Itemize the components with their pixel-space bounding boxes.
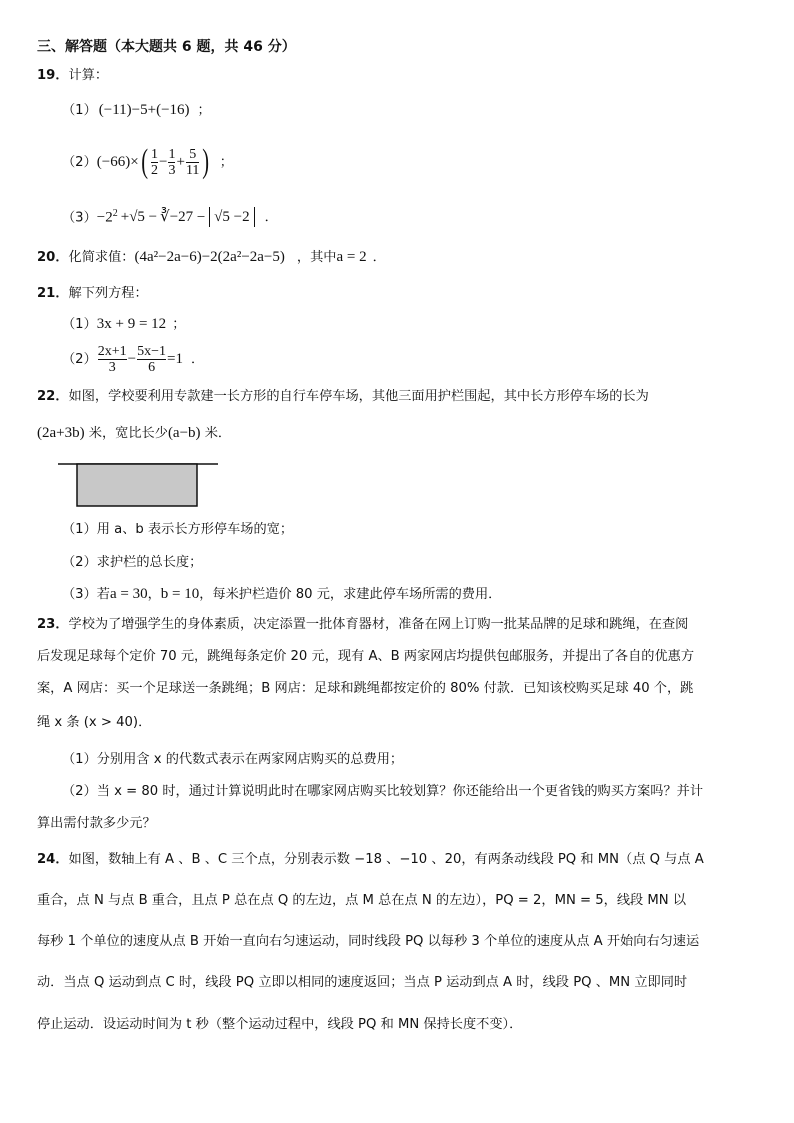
q21-part-1: （1）3x + 9 = 12 ；: [62, 316, 186, 332]
math-expression: (−11)−5+(−16): [98, 102, 190, 118]
question-number: 20．: [37, 250, 69, 265]
fraction: $\frac{5x-1}{6}$: [137, 343, 167, 375]
math-expression: (−66)×: [96, 154, 139, 170]
section-title: 三、解答题（本大题共 6 题，共 46 分）: [37, 39, 296, 55]
q19-part-1: （1） (−11)−5+(−16) ；: [62, 102, 211, 118]
q22-part-1: （1）用 a、b 表示长方形停车场的宽；: [62, 522, 294, 537]
question-number: 19．: [37, 68, 69, 83]
question-24-line-1: 24．如图，数轴上有 A 、B 、C 三个点，分别表示数 −18 、−10 、20，有两条动线段 PQ 和 MN（点 Q 与点 A: [37, 852, 704, 867]
question-20: 20．化简求值：(4a²−2a−6)−2(2a²−2a−5) ，其中a = 2 ．: [37, 249, 386, 265]
question-23-line-2: 后发现足球每个定价 70 元，跳绳每条定价 20 元，现有 A、B 两家网店均提供包邮服务，并提出了各自的优惠方: [37, 649, 695, 664]
question-number: 23．: [37, 617, 69, 632]
question-19-title: 19．计算：: [37, 68, 109, 83]
question-24-line-3: 每秒 1 个单位的速度从点 B 开始一直向右匀速运动，同时线段 PQ 以每秒 3 个单位的速度从点 A 开始向右匀速运: [37, 934, 700, 949]
question-number: 24．: [37, 852, 69, 867]
q22-part-2: （2）求护栏的总长度；: [62, 555, 203, 570]
question-23-line-3: 案，A 网店：买一个足球送一条跳绳；B 网店：足球和跳绳都按定价的 80% 付款．已知该校购买足球 40 个，跳: [37, 681, 694, 696]
question-23-line-4: 绳 x 条 (x > 40)．: [37, 715, 152, 730]
q23-part-2-cont: 算出需付款多少元？: [37, 816, 156, 831]
fraction: $\frac{5}{11}$: [185, 146, 200, 178]
question-24-line-5: 停止运动．设运动时间为 t 秒（整个运动过程中，线段 PQ 和 MN 保持长度不变）．: [37, 1017, 523, 1032]
absolute-value: √5 −2: [209, 207, 254, 227]
math-expression: 3x + 9 = 12: [96, 316, 167, 332]
fraction: $\frac{1}{3}$: [168, 146, 176, 178]
question-number: 21．: [37, 286, 69, 301]
q23-part-2: （2）当 x = 80 时，通过计算说明此时在哪家网店购买比较划算？你还能给出一个更省钱的购买方案吗？并计: [62, 784, 704, 799]
parking-lot-rect: [77, 464, 197, 506]
q22-part-3: （3）若a = 30，b = 10，每米护栏造价 80 元，求建此停车场所需的费用．: [62, 586, 502, 602]
question-number: 22．: [37, 389, 69, 404]
question-22-line-2: (2a+3b) 米，宽比长少(a−b) 米．: [37, 425, 232, 441]
q23-part-1: （1）分别用含 x 的代数式表示在两家网店购买的总费用；: [62, 752, 404, 767]
fraction: $\frac{2x+1}{3}$: [97, 343, 127, 375]
q21-part-2: （2） $\frac{2x+1}{3}$ − $\frac{5x-1}{6}$ =1 ．: [62, 343, 205, 375]
parking-lot-figure: [55, 458, 225, 510]
math-expression: (4a²−2a−6)−2(2a²−2a−5): [134, 249, 285, 265]
question-24-line-4: 动．当点 Q 运动到点 C 时，线段 PQ 立即以相同的速度返回；当点 P 运动到点 A 时，线段 PQ 、MN 立即同时: [37, 975, 688, 990]
question-24-line-2: 重合，点 N 与点 B 重合，且点 P 总在点 Q 的左边，点 M 总在点 N 的左边），PQ = 2，MN = 5，线段 MN 以: [37, 893, 687, 908]
question-22-line-1: 22．如图，学校要利用专款建一长方形的自行车停车场，其他三面用护栏围起，其中长方形停车场的长为: [37, 389, 649, 404]
question-23-line-1: 23．学校为了增强学生的身体素质，决定添置一批体育器材，准备在网上订购一批某品牌的足球和跳绳，在查阅: [37, 617, 689, 632]
question-21-title: 21．解下列方程：: [37, 286, 148, 301]
q19-part-3: $(3)-2^2 +√5$ − ∛−27 − √5 −2 ．: [62, 208, 278, 226]
fraction: $\frac{1}{2}$: [151, 146, 159, 178]
q19-part-2: （2）(−66)×( $\frac{1}{2}$ − $\frac{1}{3}$ + $\frac{5}{11}$ ) ；: [62, 143, 233, 180]
math-expression: −2: [96, 209, 113, 226]
